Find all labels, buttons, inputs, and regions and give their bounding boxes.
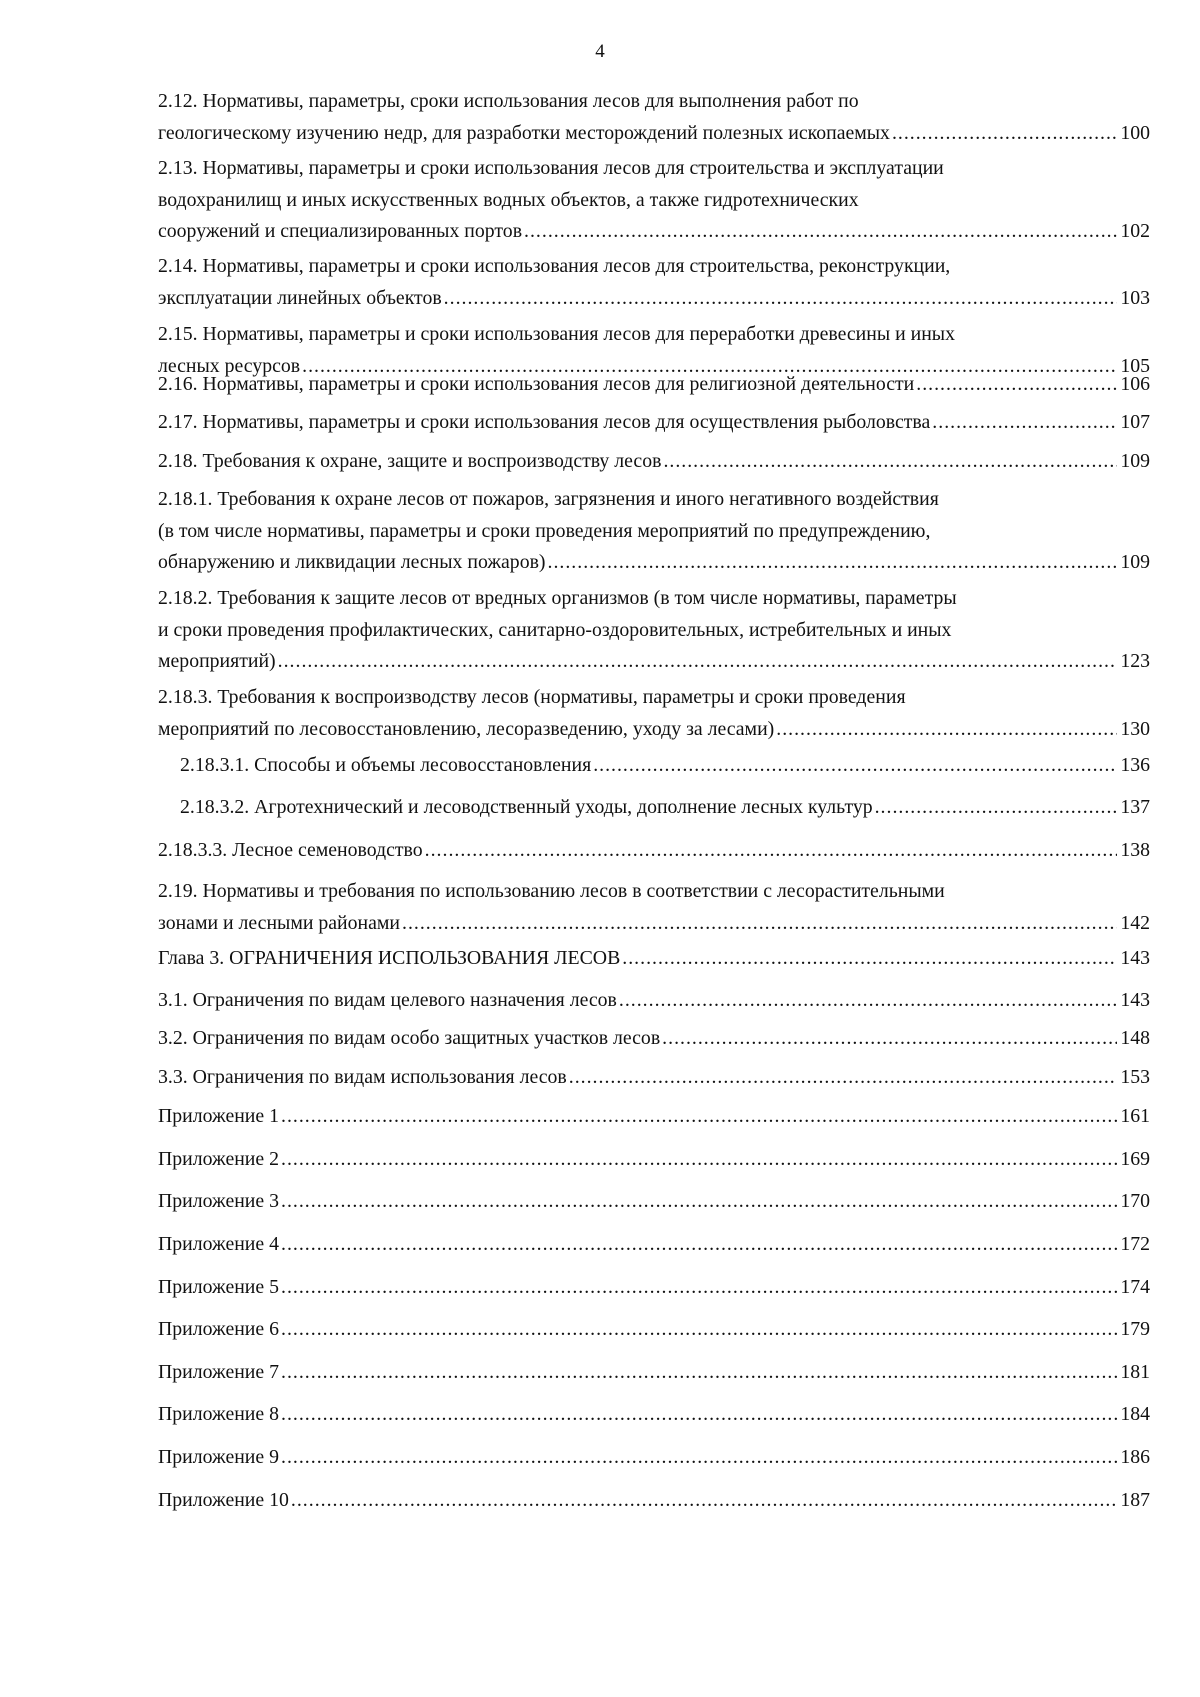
dot-leader (776, 714, 1117, 746)
toc-page-number: 136 (1120, 754, 1150, 776)
dot-leader (875, 792, 1118, 824)
toc-page-number: 103 (1120, 286, 1150, 309)
toc-entry[interactable] (158, 153, 1150, 248)
toc-entry-leader-line (158, 985, 1150, 1017)
dot-leader (548, 547, 1118, 579)
dot-leader (663, 446, 1117, 478)
toc-page-number: 186 (1120, 1446, 1150, 1468)
toc-entry[interactable] (158, 369, 1150, 401)
toc-entry-title: лесных ресурсов (158, 354, 301, 377)
toc-page-number: 107 (1120, 411, 1150, 433)
toc-page-number: 161 (1120, 1105, 1150, 1127)
toc-entry-leader-line (158, 118, 1150, 150)
toc-entry[interactable] (158, 1062, 1150, 1094)
dot-leader (892, 118, 1117, 150)
dot-leader (281, 1272, 1117, 1304)
toc-entry-line: 2.19. Нормативы и требования по использованию лесов в соответствии с лесорастительными (158, 880, 945, 902)
toc-entry-title: Приложение 5 (158, 1276, 280, 1298)
toc-entry-leader-line (158, 1357, 1150, 1389)
toc-entry-title: 3.2. Ограничения по видам особо защитных участков лесов (158, 1027, 661, 1049)
toc-entry-title: геологическому изучению недр, для разработки месторождений полезных ископаемых (158, 121, 890, 144)
toc-page-number: 109 (1120, 450, 1150, 472)
toc-page-number: 137 (1120, 796, 1150, 818)
toc-entry-leader-line (158, 1485, 1150, 1517)
toc-entry-leader-line (158, 943, 1150, 975)
dot-leader (425, 835, 1118, 867)
dot-leader (291, 1485, 1117, 1517)
toc-page-number: 181 (1120, 1361, 1150, 1383)
toc-entry-title: Глава 3. ОГРАНИЧЕНИЯ ИСПОЛЬЗОВАНИЯ ЛЕСОВ (158, 947, 621, 969)
toc-entry-leader-line (158, 1062, 1150, 1094)
toc-entry-leader-line (158, 1272, 1150, 1304)
toc-entry[interactable] (158, 1314, 1150, 1346)
toc-entry-leader-line (158, 714, 1150, 746)
toc-entry-title: обнаружению и ликвидации лесных пожаров) (158, 551, 546, 573)
dot-leader (278, 646, 1118, 678)
toc-page-number: 102 (1120, 220, 1150, 242)
toc-entry[interactable] (158, 583, 1150, 678)
toc-entry[interactable] (158, 1101, 1150, 1133)
toc-entry[interactable] (158, 835, 1150, 867)
toc-entry-leader-line (158, 216, 1150, 248)
toc-entry-title: Приложение 8 (158, 1403, 280, 1425)
toc-entry-leader-line (158, 646, 1150, 678)
dot-leader (569, 1062, 1118, 1094)
toc-page-number: 172 (1120, 1233, 1150, 1255)
toc-entry[interactable] (158, 1442, 1150, 1474)
toc-entry-title: Приложение 2 (158, 1148, 280, 1170)
toc-entry-leader-line (158, 446, 1150, 478)
dot-leader (281, 1442, 1117, 1474)
toc-entry-title: зонами и лесными районами (158, 911, 401, 934)
toc-entry-title: 2.18. Требования к охране, защите и воспроизводству лесов (158, 450, 662, 472)
toc-entry-leader-line (158, 369, 1150, 401)
toc-page-number: 153 (1120, 1066, 1150, 1088)
toc-entry-title: мероприятий по лесовосстановлению, лесоразведению, уходу за лесами) (158, 717, 775, 740)
toc-entry[interactable] (158, 1357, 1150, 1389)
dot-leader (281, 1101, 1117, 1133)
toc-entry-line: 2.18.1. Требования к охране лесов от пожаров, загрязнения и иного негативного воздействия (158, 488, 939, 510)
dot-leader (281, 1357, 1117, 1389)
dot-leader (932, 407, 1117, 439)
toc-entry-title: Приложение 3 (158, 1190, 280, 1212)
toc-entry-line: (в том числе нормативы, параметры и сроки проведения мероприятий по предупреждению, (158, 519, 931, 542)
toc-entry[interactable] (158, 446, 1150, 478)
toc-entry-leader-line (158, 1442, 1150, 1474)
dot-leader (281, 1399, 1117, 1431)
toc-entry[interactable] (158, 484, 1150, 579)
toc-entry-line: и сроки проведения профилактических, санитарно-оздоровительных, истребительных и иных (158, 618, 952, 641)
dot-leader (662, 1023, 1117, 1055)
toc-entry-title: сооружений и специализированных портов (158, 220, 523, 242)
toc-entry-leader-line (158, 1314, 1150, 1346)
toc-entry[interactable] (158, 1229, 1150, 1261)
toc-entry-leader-line (158, 1399, 1150, 1431)
toc-entry[interactable] (158, 1272, 1150, 1304)
toc-entry-leader-line (158, 407, 1150, 439)
toc-entry[interactable] (158, 943, 1150, 975)
toc-entry-line: 2.14. Нормативы, параметры и сроки использования лесов для строительства, реконструкции, (158, 255, 951, 277)
toc-entry-leader-line (158, 1023, 1150, 1055)
toc-page-number: 105 (1120, 354, 1150, 377)
toc-entry[interactable] (158, 1023, 1150, 1055)
toc-entry-line: 2.12. Нормативы, параметры, сроки использования лесов для выполнения работ по (158, 90, 859, 112)
page-number: 4 (595, 41, 605, 62)
toc-entry[interactable] (158, 1186, 1150, 1218)
toc-entry-leader-line (158, 1229, 1150, 1261)
toc-entry-title: 3.3. Ограничения по видам использования лесов (158, 1066, 567, 1088)
toc-page-number: 143 (1120, 989, 1150, 1011)
toc-page-number: 100 (1120, 121, 1150, 144)
dot-leader (402, 908, 1117, 940)
toc-entry-title: 2.18.3.1. Способы и объемы лесовосстановления (180, 754, 592, 776)
dot-leader (281, 1229, 1117, 1261)
toc-entry-title: 2.18.3.3. Лесное семеноводство (158, 839, 423, 861)
toc-entry[interactable] (158, 86, 1150, 149)
toc-entry-title: Приложение 4 (158, 1233, 280, 1255)
toc-entry-line: водохранилищ и иных искусственных водных объектов, а также гидротехнических (158, 188, 859, 211)
toc-entry-leader-line (180, 792, 1150, 824)
toc-entry-leader-line (158, 1186, 1150, 1218)
toc-page-number: 187 (1120, 1489, 1150, 1511)
toc-entry[interactable] (158, 750, 1150, 782)
toc-entry-line: 2.13. Нормативы, параметры и сроки использования лесов для строительства и эксплуатации (158, 157, 944, 179)
toc-entry[interactable] (158, 682, 1150, 745)
toc-entry-title: Приложение 9 (158, 1446, 280, 1468)
toc-entry-leader-line (180, 750, 1150, 782)
toc-page-number: 106 (1120, 373, 1150, 395)
toc-page-number: 184 (1120, 1403, 1150, 1425)
dot-leader (622, 943, 1117, 975)
toc-entry-line: 2.18.2. Требования к защите лесов от вредных организмов (в том числе нормативы, параметры (158, 587, 957, 609)
dot-leader (524, 216, 1117, 248)
toc-entry-title: Приложение 1 (158, 1105, 280, 1127)
toc-page-number: 130 (1120, 717, 1150, 740)
toc-page-number: 170 (1120, 1190, 1150, 1212)
toc-entry-line: 2.18.3. Требования к воспроизводству лесов (нормативы, параметры и сроки проведения (158, 686, 906, 708)
toc-entry-leader-line (158, 283, 1150, 315)
toc-page-number: 123 (1120, 650, 1150, 672)
toc-page-number: 169 (1120, 1148, 1150, 1170)
toc-entry[interactable] (158, 792, 1150, 824)
toc-entry[interactable] (158, 1399, 1150, 1431)
toc-entry[interactable] (158, 407, 1150, 439)
toc-entry[interactable] (158, 876, 1150, 939)
toc-page-number: 143 (1120, 947, 1150, 969)
toc-entry-title: Приложение 7 (158, 1361, 280, 1383)
toc-entry-title: 2.18.3.2. Агротехнический и лесоводственный уходы, дополнение лесных культур (180, 796, 873, 818)
toc-entry-leader-line (158, 908, 1150, 940)
toc-entry[interactable] (158, 251, 1150, 314)
toc-page-number: 142 (1120, 911, 1150, 934)
toc-page-number: 109 (1120, 551, 1150, 573)
toc-entry-title: 2.16. Нормативы, параметры и сроки использования лесов для религиозной деятельности (158, 373, 915, 395)
dot-leader (281, 1186, 1117, 1218)
toc-entry-leader-line (158, 835, 1150, 867)
toc-page-number: 148 (1120, 1027, 1150, 1049)
toc-entry-title: эксплуатации линейных объектов (158, 286, 442, 309)
toc-page-number: 179 (1120, 1318, 1150, 1340)
toc-entry-title: 2.17. Нормативы, параметры и сроки использования лесов для осуществления рыболовства (158, 411, 931, 433)
toc-entry-line: 2.15. Нормативы, параметры и сроки использования лесов для переработки древесины и иных (158, 323, 955, 345)
toc-entry-leader-line (158, 1144, 1150, 1176)
dot-leader (593, 750, 1117, 782)
toc-page-number: 174 (1120, 1276, 1150, 1298)
toc-entry-leader-line (158, 547, 1150, 579)
toc-entry[interactable] (158, 1485, 1150, 1517)
dot-leader (916, 369, 1117, 401)
toc-entry-title: Приложение 6 (158, 1318, 280, 1340)
toc-entry-title: 3.1. Ограничения по видам целевого назначения лесов (158, 989, 617, 1011)
toc-entry-title: мероприятий) (158, 650, 276, 672)
dot-leader (281, 1314, 1117, 1346)
dot-leader (281, 1144, 1117, 1176)
toc-entry-leader-line (158, 1101, 1150, 1133)
dot-leader (444, 283, 1118, 315)
toc-entry[interactable] (158, 985, 1150, 1017)
toc-page-number: 138 (1120, 839, 1150, 861)
dot-leader (619, 985, 1117, 1017)
toc-entry[interactable] (158, 1144, 1150, 1176)
toc-entry-title: Приложение 10 (158, 1489, 289, 1511)
